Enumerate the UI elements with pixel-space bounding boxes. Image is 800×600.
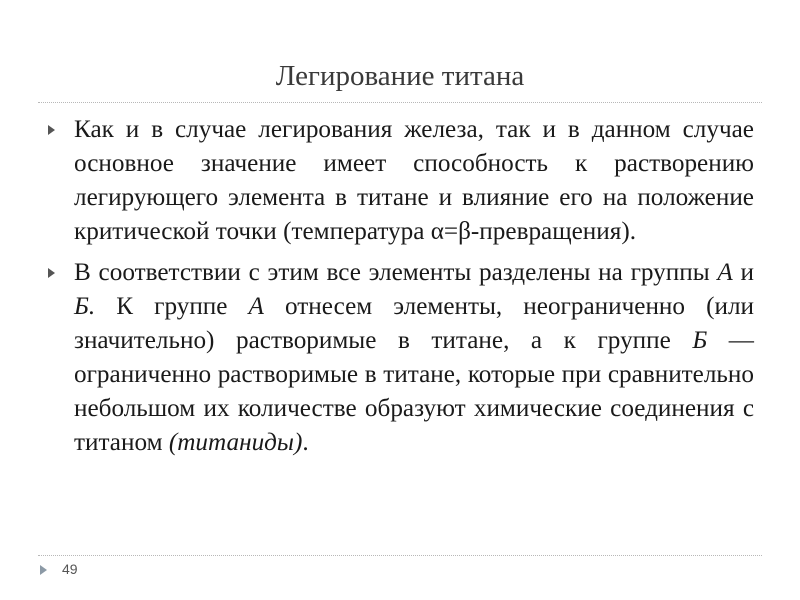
bullet-item <box>48 113 754 249</box>
bullet-item <box>48 256 754 460</box>
bullet-text-run: и <box>732 259 755 286</box>
title-divider <box>38 102 762 103</box>
bullet-text-run: К группе <box>95 293 249 320</box>
bullet-list <box>48 113 754 467</box>
bullet-text-run: Как и в случае легирования железа, так и в данном случае основное значение имеет способность к растворению легирующего элемента в титане и влияние его на положение критической точки (температура α=β-превращения). <box>74 116 754 245</box>
bullet-text-run: . <box>302 429 309 456</box>
bullet-text-italic-run: Б. <box>74 293 96 320</box>
bullet-text-italic-run: (титаниды) <box>168 429 303 456</box>
bullet-text-run: отнесем элементы, неограниченно (или значительно) растворимые в титане, а к группе <box>74 293 755 354</box>
bullet-text-italic-run: Б <box>692 327 708 354</box>
bullet-text <box>74 259 754 456</box>
bullet-text-run: В соответствии с этим все элементы разделены на группы <box>74 259 718 286</box>
page-number: 49 <box>62 561 78 577</box>
slide-title: Легирование титана <box>275 60 525 92</box>
footer-divider <box>38 555 762 556</box>
footer-triangle-icon <box>40 565 47 575</box>
bullet-text-italic-run: А <box>717 259 733 286</box>
bullet-text-run: — ограниченно растворимые в титане, которые при сравнительно небольшом их количестве образуют химические соединения с титаном <box>74 327 754 456</box>
bullet-text-italic-run: А <box>248 293 264 320</box>
bullet-triangle-icon <box>48 268 55 278</box>
bullet-text <box>74 116 754 245</box>
bullet-triangle-icon <box>48 125 55 135</box>
